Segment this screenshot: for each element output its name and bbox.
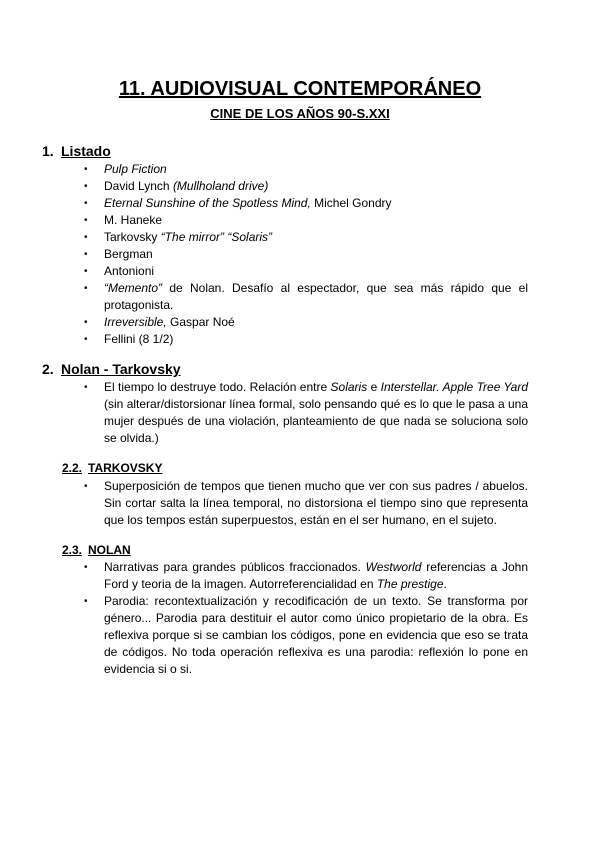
section-heading-listado <box>42 143 111 159</box>
list-item: • Tarkovsky “The mirror” “Solaris” <box>84 230 273 244</box>
bullet-icon: • <box>84 283 88 294</box>
list-item: • El tiempo lo destruye todo. Relación entre Solaris e Interstellar. Apple Tree Yard (sin alterar/distorsionar línea formal, solo pensando qué es lo que le pasa a una mujer después de una violación, planteamiento de que nada se soluciona solo se olvida.) <box>84 380 529 445</box>
section-number: 1. <box>42 143 54 159</box>
list-item: • Superposición de tempos que tienen mucho que ver con sus padres / abuelos. Sin cortar salta la línea temporal, no distorsiona el tiempo sino que representa que los tempos están superpuestos, están en el ser humano, en el sujeto. <box>84 479 528 527</box>
bullet-icon: • <box>84 382 88 393</box>
subsection-heading-tarkovsky <box>62 461 162 475</box>
tarkovsky-list <box>0 478 528 529</box>
subsection-number: 2.2. <box>62 461 83 475</box>
nolan-list <box>0 559 528 678</box>
bullet-icon: • <box>84 562 88 573</box>
page-subtitle: CINE DE LOS AÑOS 90-S.XXI <box>210 106 390 121</box>
section-title: Nolan - Tarkovsky <box>61 361 181 377</box>
subsection-number: 2.3. <box>62 543 83 557</box>
subsection-title: TARKOVSKY <box>88 461 163 475</box>
list-item: • M. Haneke <box>84 213 163 227</box>
bullet-icon: • <box>84 317 88 328</box>
page-title: 11. AUDIOVISUAL CONTEMPORÁNEO <box>118 78 482 100</box>
subsection-title: NOLAN <box>88 543 131 557</box>
bullet-icon: • <box>84 215 88 226</box>
bullet-icon: • <box>84 198 88 209</box>
list-item: • Parodia: recontextualización y recodificación de un texto. Se transforma por género... Parodia para destituir el autor como único propietario de la obra. Es reflexiva porque si se cambian los códigos, pone en evidencia que eso se trata de códigos. No toda operación reflexiva es una parodia: reflexión lo pone en evidencia si o si. <box>84 594 528 676</box>
list-item: • Narrativas para grandes públicos fraccionados. Westworld referencias a John Ford y teoria de la imagen. Autorreferencialidad en The prestige. <box>84 560 528 591</box>
bullet-icon: • <box>84 266 88 277</box>
list-item: • Bergman <box>84 247 153 261</box>
section-number: 2. <box>42 361 54 377</box>
list-item: • Irreversible, Gaspar Noé <box>84 315 235 329</box>
bullet-icon: • <box>84 164 88 175</box>
list-item: • Pulp Fiction <box>84 162 167 176</box>
section-title: Listado <box>61 143 111 159</box>
listado-list <box>0 161 528 348</box>
list-item: • David Lynch (Mullholand drive) <box>84 179 269 193</box>
bullet-icon: • <box>84 249 88 260</box>
bullet-icon: • <box>84 232 88 243</box>
bullet-icon: • <box>84 481 88 492</box>
bullet-icon: • <box>84 334 88 345</box>
bullet-icon: • <box>84 181 88 192</box>
subsection-heading-nolan <box>62 543 131 557</box>
list-item: • Eternal Sunshine of the Spotless Mind, Michel Gondry <box>84 196 392 210</box>
nolan-tarkovsky-list <box>0 379 528 447</box>
list-item: • Antonioni <box>84 264 155 278</box>
list-item: • “Memento” de Nolan. Desafío al espectador, que sea más rápido que el protagonista. <box>84 281 528 312</box>
list-item: • Fellini (8 1/2) <box>84 332 174 346</box>
bullet-icon: • <box>84 596 88 607</box>
section-heading-nolan-tarkovsky <box>42 361 181 377</box>
